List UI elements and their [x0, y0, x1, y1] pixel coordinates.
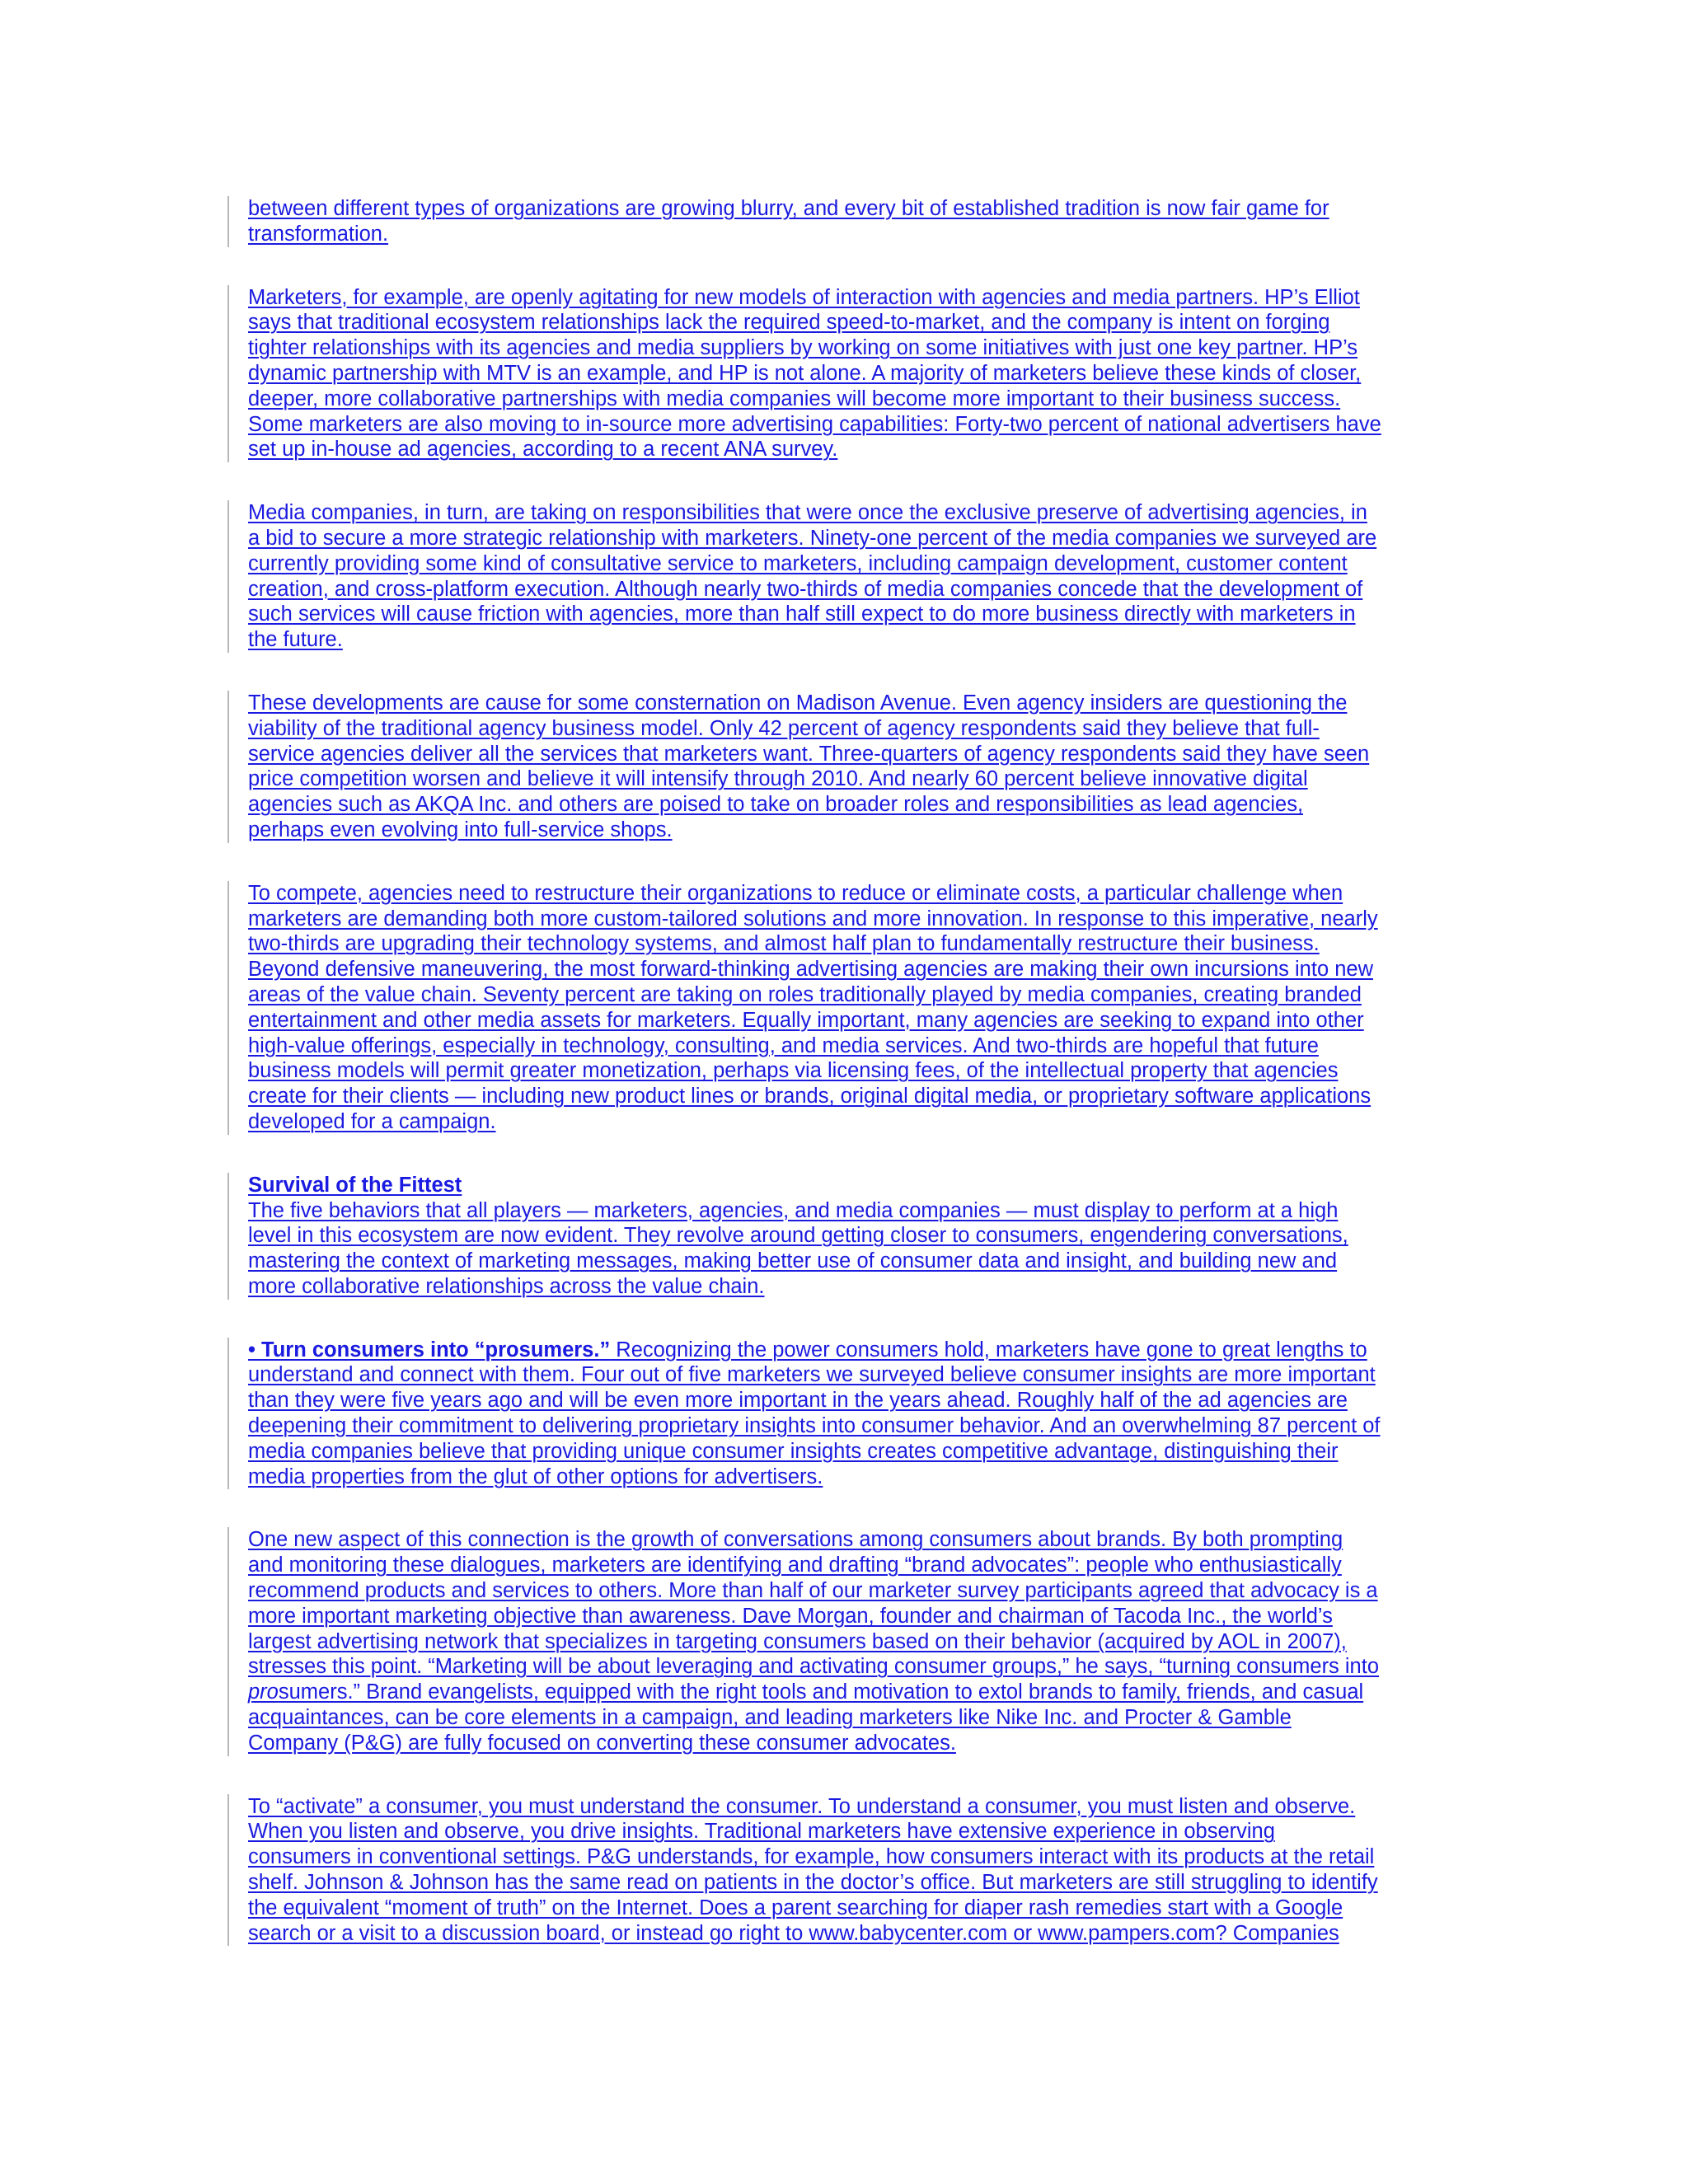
- text-line: creation, and cross-platform execution. Although nearly two-thirds of media companies concede that the development of: [248, 577, 1363, 601]
- text-line: To compete, agencies need to restructure their organizations to reduce or eliminate costs, a particular challenge when: [248, 881, 1343, 905]
- text-line: than they were five years ago and will be even more important in the years ahead. Roughly half of the ad agencies are: [248, 1389, 1348, 1413]
- text-line: When you listen and observe, you drive insights. Traditional marketers have extensive experience in observing: [248, 1820, 1275, 1844]
- text-line: search or a visit to a discussion board, or instead go right to www.babycenter.com or www.pampers.com? Companies: [248, 1921, 1339, 1945]
- paragraph: [227, 1794, 1464, 1947]
- text-line: the future.: [248, 628, 343, 652]
- text-line: deeper, more collaborative partnerships with media companies will become more important to their business success.: [248, 387, 1341, 410]
- text-line: Some marketers are also moving to in-source more advertising capabilities: Forty-two percent of national advertisers have: [248, 412, 1381, 436]
- text-line: stresses this point. “Marketing will be about leveraging and activating consumer groups,” he says, “turning consumers into: [248, 1655, 1380, 1679]
- text-line: service agencies deliver all the services that marketers want. Three-quarters of agency respondents said they have seen: [248, 742, 1370, 766]
- paragraph: [227, 1527, 1464, 1755]
- text-line: Company (P&G) are fully focused on converting these consumer advocates.: [248, 1731, 956, 1755]
- text-line: such services will cause friction with agencies, more than half still expect to do more business directly with marketers in: [248, 602, 1356, 626]
- paragraph: [227, 500, 1464, 653]
- text-line: mastering the context of marketing messages, making better use of consumer data and insight, and building new and: [248, 1249, 1338, 1273]
- paragraph: [227, 196, 1464, 247]
- text-line: agencies such as AKQA Inc. and others are poised to take on broader roles and responsibilities as lead agencies,: [248, 793, 1304, 817]
- text-line: deepening their commitment to delivering proprietary insights into consumer behavior. And an overwhelming 87 percent of: [248, 1414, 1381, 1438]
- text-line: These developments are cause for some consternation on Madison Avenue. Even agency insiders are questioning the: [248, 691, 1348, 715]
- text-line: currently providing some kind of consultative service to marketers, including campaign development, customer content: [248, 551, 1348, 575]
- text-line: Beyond defensive maneuvering, the most forward-thinking advertising agencies are making their own incursions into new: [248, 958, 1373, 982]
- text-line: tighter relationships with its agencies and media suppliers by working on some initiatives with just one key partner. HP’s: [248, 336, 1358, 360]
- text-line: areas of the value chain. Seventy percent are taking on roles traditionally played by media companies, creating branded: [248, 982, 1362, 1006]
- document-body: [227, 196, 1464, 1984]
- text-line: more important marketing objective than awareness. Dave Morgan, founder and chairman of Tacoda Inc., the world’s: [248, 1604, 1333, 1628]
- text-line: high-value offerings, especially in technology, consulting, and media services. And two-thirds are hopeful that future: [248, 1033, 1319, 1057]
- text-line: media companies believe that providing unique consumer insights creates competitive advantage, distinguishing their: [248, 1439, 1339, 1463]
- text-line: price competition worsen and believe it will intensify through 2010. And nearly 60 percent believe innovative digital: [248, 767, 1308, 791]
- text-line: entertainment and other media assets for marketers. Equally important, many agencies are seeking to expand into other: [248, 1008, 1364, 1032]
- text-line: perhaps even evolving into full-service shops.: [248, 818, 673, 841]
- text-line: To “activate” a consumer, you must understand the consumer. To understand a consumer, you must listen and observe.: [248, 1794, 1356, 1818]
- text-line: a bid to secure a more strategic relationship with marketers. Ninety-one percent of the media companies we surveyed are: [248, 526, 1377, 550]
- paragraph: [227, 285, 1464, 463]
- text-line: set up in-house ad agencies, according to a recent ANA survey.: [248, 438, 838, 462]
- paragraph: [227, 881, 1464, 1135]
- text-line: and monitoring these dialogues, marketers are identifying and drafting “brand advocates”: people who enthusiastically: [248, 1554, 1342, 1577]
- text-line: consumers in conventional settings. P&G understands, for example, how consumers interact with its products at the retail: [248, 1845, 1375, 1869]
- text-line: Media companies, in turn, are taking on responsibilities that were once the exclusive preserve of advertising agencies, in: [248, 501, 1367, 525]
- text-line: acquaintances, can be core elements in a campaign, and leading marketers like Nike Inc. and Procter & Gamble: [248, 1706, 1292, 1730]
- section-heading: Survival of the Fittest: [248, 1173, 462, 1197]
- text-line: [248, 1338, 1464, 1363]
- text-line: transformation.: [248, 222, 389, 246]
- text-line: two-thirds are upgrading their technology systems, and almost half plan to fundamentally restructure their business.: [248, 932, 1320, 956]
- text-line: One new aspect of this connection is the growth of conversations among consumers about brands. By both prompting: [248, 1528, 1343, 1552]
- line-rest: sumers.” Brand evangelists, equipped with the right tools and motivation to extol brands to family, friends, and casual: [278, 1680, 1364, 1704]
- text-line: dynamic partnership with MTV is an example, and HP is not alone. A majority of marketers believe these kinds of closer,: [248, 361, 1362, 385]
- text-line: says that traditional ecosystem relationships lack the required speed-to-market, and the company is intent on forging: [248, 311, 1330, 335]
- text-line: largest advertising network that specializes in targeting consumers based on their behavior (acquired by AOL in 2007),: [248, 1629, 1347, 1653]
- text-line: between different types of organizations are growing blurry, and every bit of established tradition is now fair game for: [248, 197, 1329, 220]
- bullet-lead-rest: Recognizing the power consumers hold, marketers have gone to great lengths to: [610, 1338, 1367, 1361]
- text-line: understand and connect with them. Four out of five marketers we surveyed believe consumer insights are more important: [248, 1363, 1376, 1387]
- text-line: the equivalent “moment of truth” on the Internet. Does a parent searching for diaper rash remedies start with a Google: [248, 1896, 1343, 1919]
- text-line: more collaborative relationships across the value chain.: [248, 1274, 765, 1298]
- text-line: The five behaviors that all players — marketers, agencies, and media companies — must display to perform at a high: [248, 1198, 1339, 1222]
- text-line: developed for a campaign.: [248, 1109, 496, 1133]
- bullet-paragraph: [227, 1338, 1464, 1490]
- text-line: level in this ecosystem are now evident. They revolve around getting closer to consumers, engendering conversations,: [248, 1224, 1348, 1248]
- text-line: viability of the traditional agency business model. Only 42 percent of agency respondents said they believe that full-: [248, 716, 1320, 740]
- text-line: shelf. Johnson & Johnson has the same read on patients in the doctor’s office. But marketers are still struggling to identify: [248, 1871, 1378, 1895]
- text-line: create for their clients — including new product lines or brands, original digital media, or proprietary software applications: [248, 1085, 1372, 1108]
- text-line: business models will permit greater monetization, perhaps via licensing fees, of the intellectual property that agencies: [248, 1059, 1339, 1083]
- text-line: [248, 1680, 1464, 1705]
- text-line: media properties from the glut of other options for advertisers.: [248, 1465, 823, 1488]
- bullet-lead: • Turn consumers into “prosumers.”: [248, 1338, 611, 1361]
- paragraph: [227, 691, 1464, 843]
- section-survival: [227, 1173, 1464, 1300]
- text-line: recommend products and services to others. More than half of our marketer survey participants agreed that advocacy is a: [248, 1579, 1378, 1603]
- text-line: marketers are demanding both more custom-tailored solutions and more innovation. In response to this imperative, nearly: [248, 907, 1378, 930]
- italic-prefix: pro: [248, 1680, 279, 1704]
- text-line: Marketers, for example, are openly agitating for new models of interaction with agencies and media partners. HP’s Elliot: [248, 285, 1360, 309]
